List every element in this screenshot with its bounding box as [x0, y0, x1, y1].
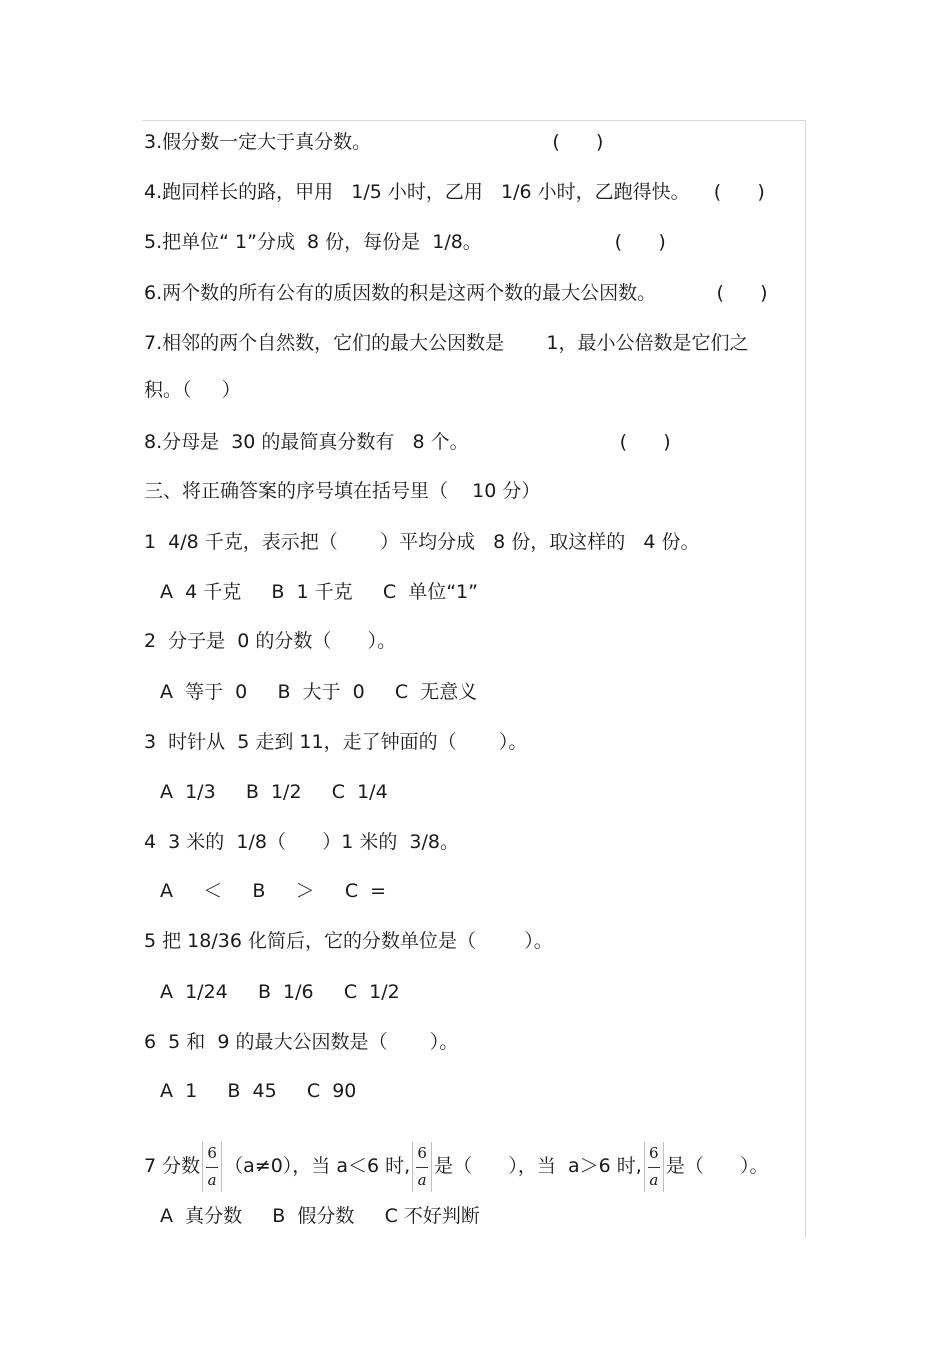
fraction-bar [416, 1167, 428, 1168]
choice-options-5: A 1/24 B 1/6 C 1/2 [160, 981, 400, 1003]
fraction-bar [206, 1167, 218, 1168]
choice-question-4: 4 3 米的 1/8（ ）1 米的 3/8。 [144, 831, 459, 853]
fraction-denominator: a [207, 1170, 217, 1189]
judge-item-4: 4.跑同样长的路，甲用 1/5 小时，乙用 1/6 小时，乙跑得快。 ( ) [144, 181, 765, 203]
fraction-bar [648, 1167, 660, 1168]
fraction-6-over-a [644, 1142, 664, 1192]
judge-item-5: 5.把单位“ 1”分成 8 份，每份是 1/8。 ( ) [144, 231, 666, 253]
fraction-numerator: 6 [649, 1143, 659, 1162]
choice-options-6: A 1 B 45 C 90 [160, 1080, 357, 1102]
q7-suffix: 是（ ）。 [665, 1155, 769, 1177]
judge-item-6: 6.两个数的所有公有的质因数的积是这两个数的最大公因数。 ( ) [144, 282, 768, 304]
choice-options-7: A 真分数 B 假分数 C 不好判断 [160, 1205, 480, 1227]
choice-question-3: 3 时针从 5 走到 11，走了钟面的（ ）。 [144, 731, 528, 753]
judge-item-7: 7.相邻的两个自然数，它们的最大公因数是 1，最小公倍数是它们之 [144, 332, 749, 354]
q7-middle-2: 是（ ），当 a＞6 时, [434, 1155, 642, 1177]
judge-item-8: 8.分母是 30 的最简真分数有 8 个。 ( ) [144, 431, 671, 453]
choice-question-2: 2 分子是 0 的分数（ ）。 [144, 630, 397, 652]
choice-options-1: A 4 千克 B 1 千克 C 单位“1” [160, 581, 478, 603]
choice-options-3: A 1/3 B 1/2 C 1/4 [160, 781, 388, 803]
q7-middle-1: （a≠0），当 a＜6 时, [224, 1155, 411, 1177]
judge-item-7-cont: 积。（ ） [144, 379, 241, 401]
q7-prefix: 7 分数 [144, 1155, 201, 1177]
fraction-numerator: 6 [417, 1143, 427, 1162]
choice-question-7 [144, 1140, 769, 1192]
fraction-6-over-a [202, 1142, 222, 1192]
fraction-6-over-a [412, 1142, 432, 1192]
choice-question-6: 6 5 和 9 的最大公因数是（ ）。 [144, 1031, 459, 1053]
choice-question-5: 5 把 18/36 化简后，它的分数单位是（ ）。 [144, 930, 553, 952]
choice-question-1: 1 4/8 千克，表示把（ ）平均分成 8 份，取这样的 4 份。 [144, 531, 700, 553]
section-three-heading: 三、将正确答案的序号填在括号里（ 10 分） [144, 480, 541, 502]
judge-item-3: 3.假分数一定大于真分数。 ( ) [144, 131, 604, 153]
choice-options-4: A ＜ B ＞ C = [160, 880, 387, 902]
fraction-denominator: a [417, 1170, 427, 1189]
choice-options-2: A 等于 0 B 大于 0 C 无意义 [160, 681, 478, 703]
fraction-numerator: 6 [207, 1143, 217, 1162]
fraction-denominator: a [649, 1170, 659, 1189]
